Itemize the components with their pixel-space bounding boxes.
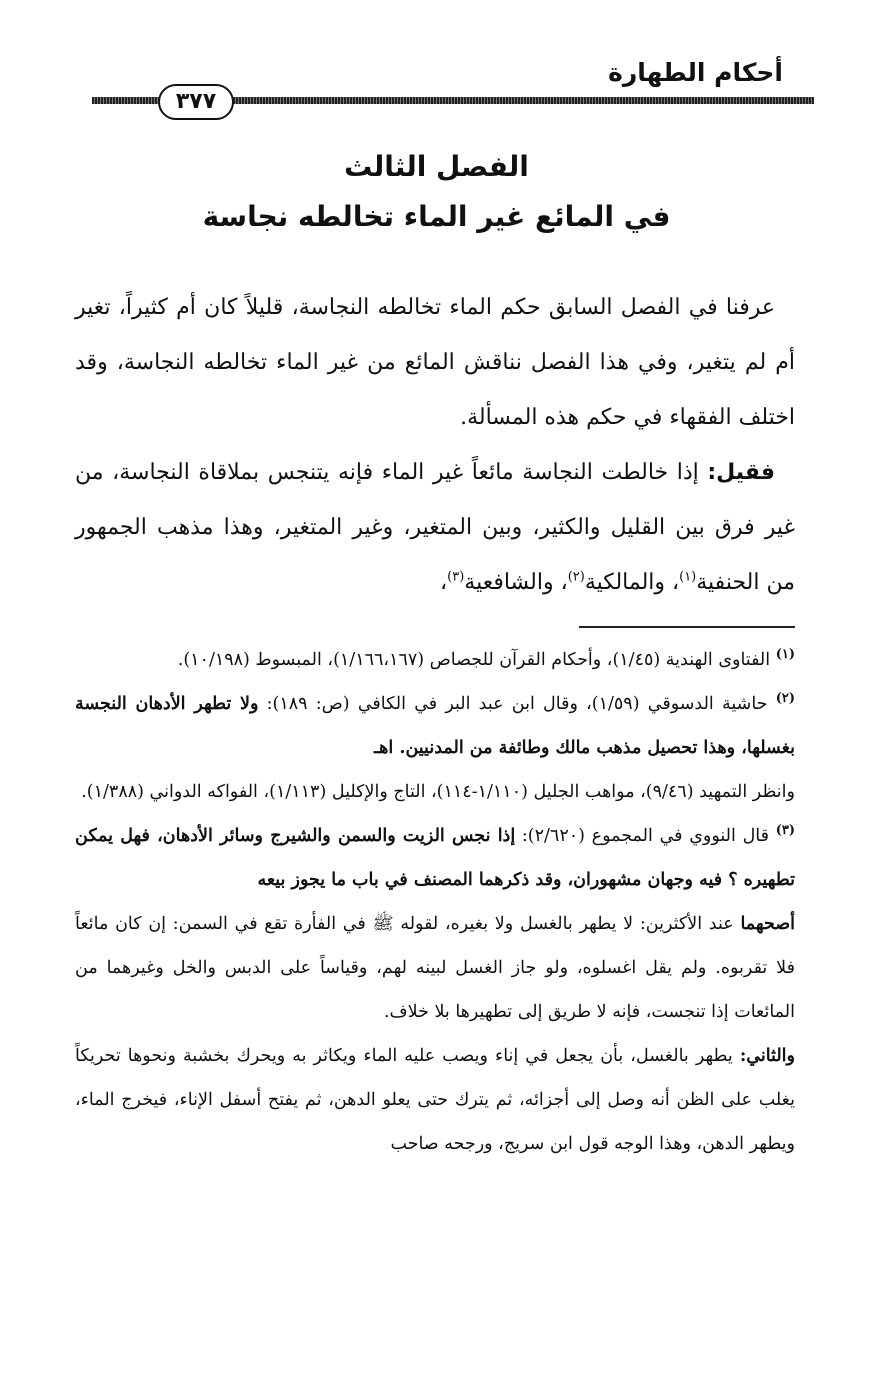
footnote-quote: ولا تطهر الأدهان النجسة بغسلها، وهذا تحصيل مذهب مالك وطائفة من المدنيين. اهـ xyxy=(75,694,795,758)
main-text xyxy=(75,280,795,610)
footnote-1 xyxy=(75,638,795,682)
footnote-ref-2[interactable]: (٢) xyxy=(567,569,585,585)
footnote-ref-3[interactable]: (٣) xyxy=(447,569,465,585)
page-number-badge: ٣٧٧ xyxy=(158,84,234,120)
paragraph-text: ، والمالكية xyxy=(584,570,680,595)
footnote-2-continued: وانظر التمهيد (٩/٤٦)، مواهب الجليل (١/١١٠-١١٤)، التاج والإكليل (١/١١٣)، الفواكه الدواني (١/٣٨٨). xyxy=(81,782,795,802)
footnote-3-paragraph-2 xyxy=(75,902,795,1034)
paragraph-text: إذا خالطت النجاسة مائعاً غير الماء فإنه يتنجس بملاقاة النجاسة، من غير فرق بين القليل والكثير، وبين المتغير، وغير المتغير، وهذا مذهب الجمهور من الحنفية xyxy=(75,460,795,595)
footnote-text: عند الأكثرين: لا يطهر بالغسل ولا بغيره، لقوله ﷺ في الفأرة تقع في السمن: إن كان مائعاً فلا تقربوه. ولم يقل اغسلوه، ولو جاز الغسل لبينه لهم، وقياساً على الدبس والخل وغيرهما من المائعات إذا تنجست، فإنه لا طريق إلى تطهيرها بلا خلاف. xyxy=(75,914,795,1022)
footnote-text: حاشية الدسوقي (١/٥٩)، وقال ابن عبد البر في الكافي (ص: ١٨٩): xyxy=(258,694,776,714)
running-title: أحكام الطهارة xyxy=(608,58,783,87)
footnote-text: يطهر بالغسل، بأن يجعل في إناء ويصب عليه الماء ويكاثر به ويحرك بخشبة ونحوها تحريكاً يغلب على الظن أنه وصل إلى أجزائه، ثم يترك حتى يعلو الدهن، ثم يفتح أسفل الإناء، فيخرج الماء، ويطهر الدهن، وهذا الوجه قول ابن سريج، ورجحه صاحب xyxy=(75,1046,795,1154)
paragraph-text: ، xyxy=(440,570,448,595)
footnotes xyxy=(75,638,795,1166)
paragraph-lead: فقيل: xyxy=(707,460,775,485)
footnote-ref-1[interactable]: (١) xyxy=(679,569,697,585)
footnote-divider xyxy=(579,626,795,628)
footnote-number: (٣) xyxy=(775,823,795,839)
footnote-3-paragraph-3 xyxy=(75,1034,795,1166)
chapter-subtitle: في المائع غير الماء تخالطه نجاسة xyxy=(202,200,671,233)
paragraph-first-opinion xyxy=(75,445,795,610)
paragraph-text: ، والشافعية xyxy=(464,570,568,595)
paragraph-intro: عرفنا في الفصل السابق حكم الماء تخالطه النجاسة، قليلاً كان أم كثيراً، تغير أم لم يتغير، وفي هذا الفصل نناقش المائع من غير الماء تخالطه النجاسة، وقد اختلف الفقهاء في حكم هذه المسألة. xyxy=(75,295,795,430)
footnote-text: قال النووي في المجموع (٢/٦٢٠): xyxy=(515,826,776,846)
footnote-number: (٢) xyxy=(775,691,795,707)
footnote-2 xyxy=(75,682,795,770)
footnote-3 xyxy=(75,814,795,902)
chapter-title: الفصل الثالث xyxy=(344,150,529,183)
footnote-number: (١) xyxy=(775,647,795,663)
footnote-text: الفتاوى الهندية (١/٤٥)، وأحكام القرآن للجصاص (١/١٦٦،١٦٧)، المبسوط (١٠/١٩٨). xyxy=(177,650,776,670)
footnote-quote: إذا نجس الزيت والسمن والشيرج وسائر الأدهان، فهل يمكن تطهيره ؟ فيه وجهان مشهوران، وقد ذكرهما المصنف في باب ما يجوز بيعه xyxy=(75,826,795,890)
footnote-lead: والثاني: xyxy=(739,1046,795,1066)
footnote-lead: أصحهما xyxy=(740,914,795,934)
